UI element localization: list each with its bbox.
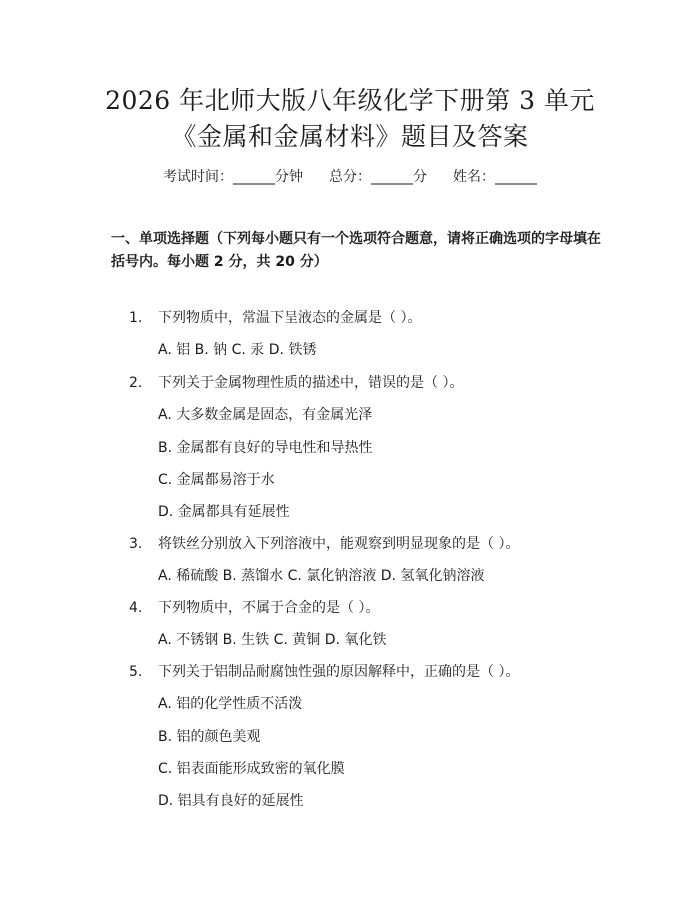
question-2-option-d: D. 金属都具有延展性	[158, 504, 290, 520]
question-text: 下列关于金属物理性质的描述中，错误的是（ ）。	[158, 375, 464, 391]
section-heading: 一、单项选择题（下列每小题只有一个选项符合题意，请将正确选项的字母填在括号内。每小题 2 分，共 20 分）	[111, 231, 601, 270]
question-number: 1.	[129, 310, 143, 326]
question-1	[129, 308, 421, 328]
question-2-option-c: C. 金属都易溶于水	[158, 472, 275, 488]
question-number: 2.	[129, 375, 143, 391]
question-number: 5.	[129, 664, 143, 680]
question-number: 4.	[129, 600, 143, 616]
question-text: 将铁丝分别放入下列溶液中，能观察到明显现象的是（ ）。	[158, 536, 520, 552]
question-number: 3.	[129, 536, 143, 552]
exam-meta	[0, 167, 700, 187]
question-5-option-d: D. 铝具有良好的延展性	[158, 793, 304, 809]
question-5-option-c: C. 铝表面能形成致密的氧化膜	[158, 761, 345, 777]
question-3-options: A. 稀硫酸 B. 蒸馏水 C. 氯化钠溶液 D. 氢氧化钠溶液	[158, 568, 485, 584]
question-2-option-a: A. 大多数金属是固态，有金属光泽	[158, 407, 373, 423]
total-score-field: 总分：______分	[329, 169, 427, 185]
exam-time-field: 考试时间：______分钟	[163, 169, 303, 185]
question-4-options: A. 不锈钢 B. 生铁 C. 黄铜 D. 氧化铁	[158, 632, 387, 648]
question-text: 下列物质中，常温下呈液态的金属是（ ）。	[158, 310, 422, 326]
exam-title-line1: 2026 年北师大版八年级化学下册第 3 单元	[105, 86, 595, 115]
question-2-option-b: B. 金属都有良好的导电性和导热性	[158, 440, 373, 456]
question-text: 下列关于铝制品耐腐蚀性强的原因解释中，正确的是（ ）。	[158, 664, 520, 680]
question-4	[129, 598, 379, 618]
question-5	[129, 662, 519, 682]
question-text: 下列物质中，不属于合金的是（ ）。	[158, 600, 380, 616]
question-2	[129, 373, 463, 393]
question-5-option-b: B. 铝的颜色美观	[158, 729, 261, 745]
question-3	[129, 534, 519, 554]
question-1-options: A. 铝 B. 钠 C. 汞 D. 铁锈	[158, 342, 317, 358]
student-name-field: 姓名：______	[453, 169, 537, 185]
question-5-option-a: A. 铝的化学性质不活泼	[158, 696, 303, 712]
exam-title-line2: 《金属和金属材料》题目及答案	[171, 122, 529, 151]
